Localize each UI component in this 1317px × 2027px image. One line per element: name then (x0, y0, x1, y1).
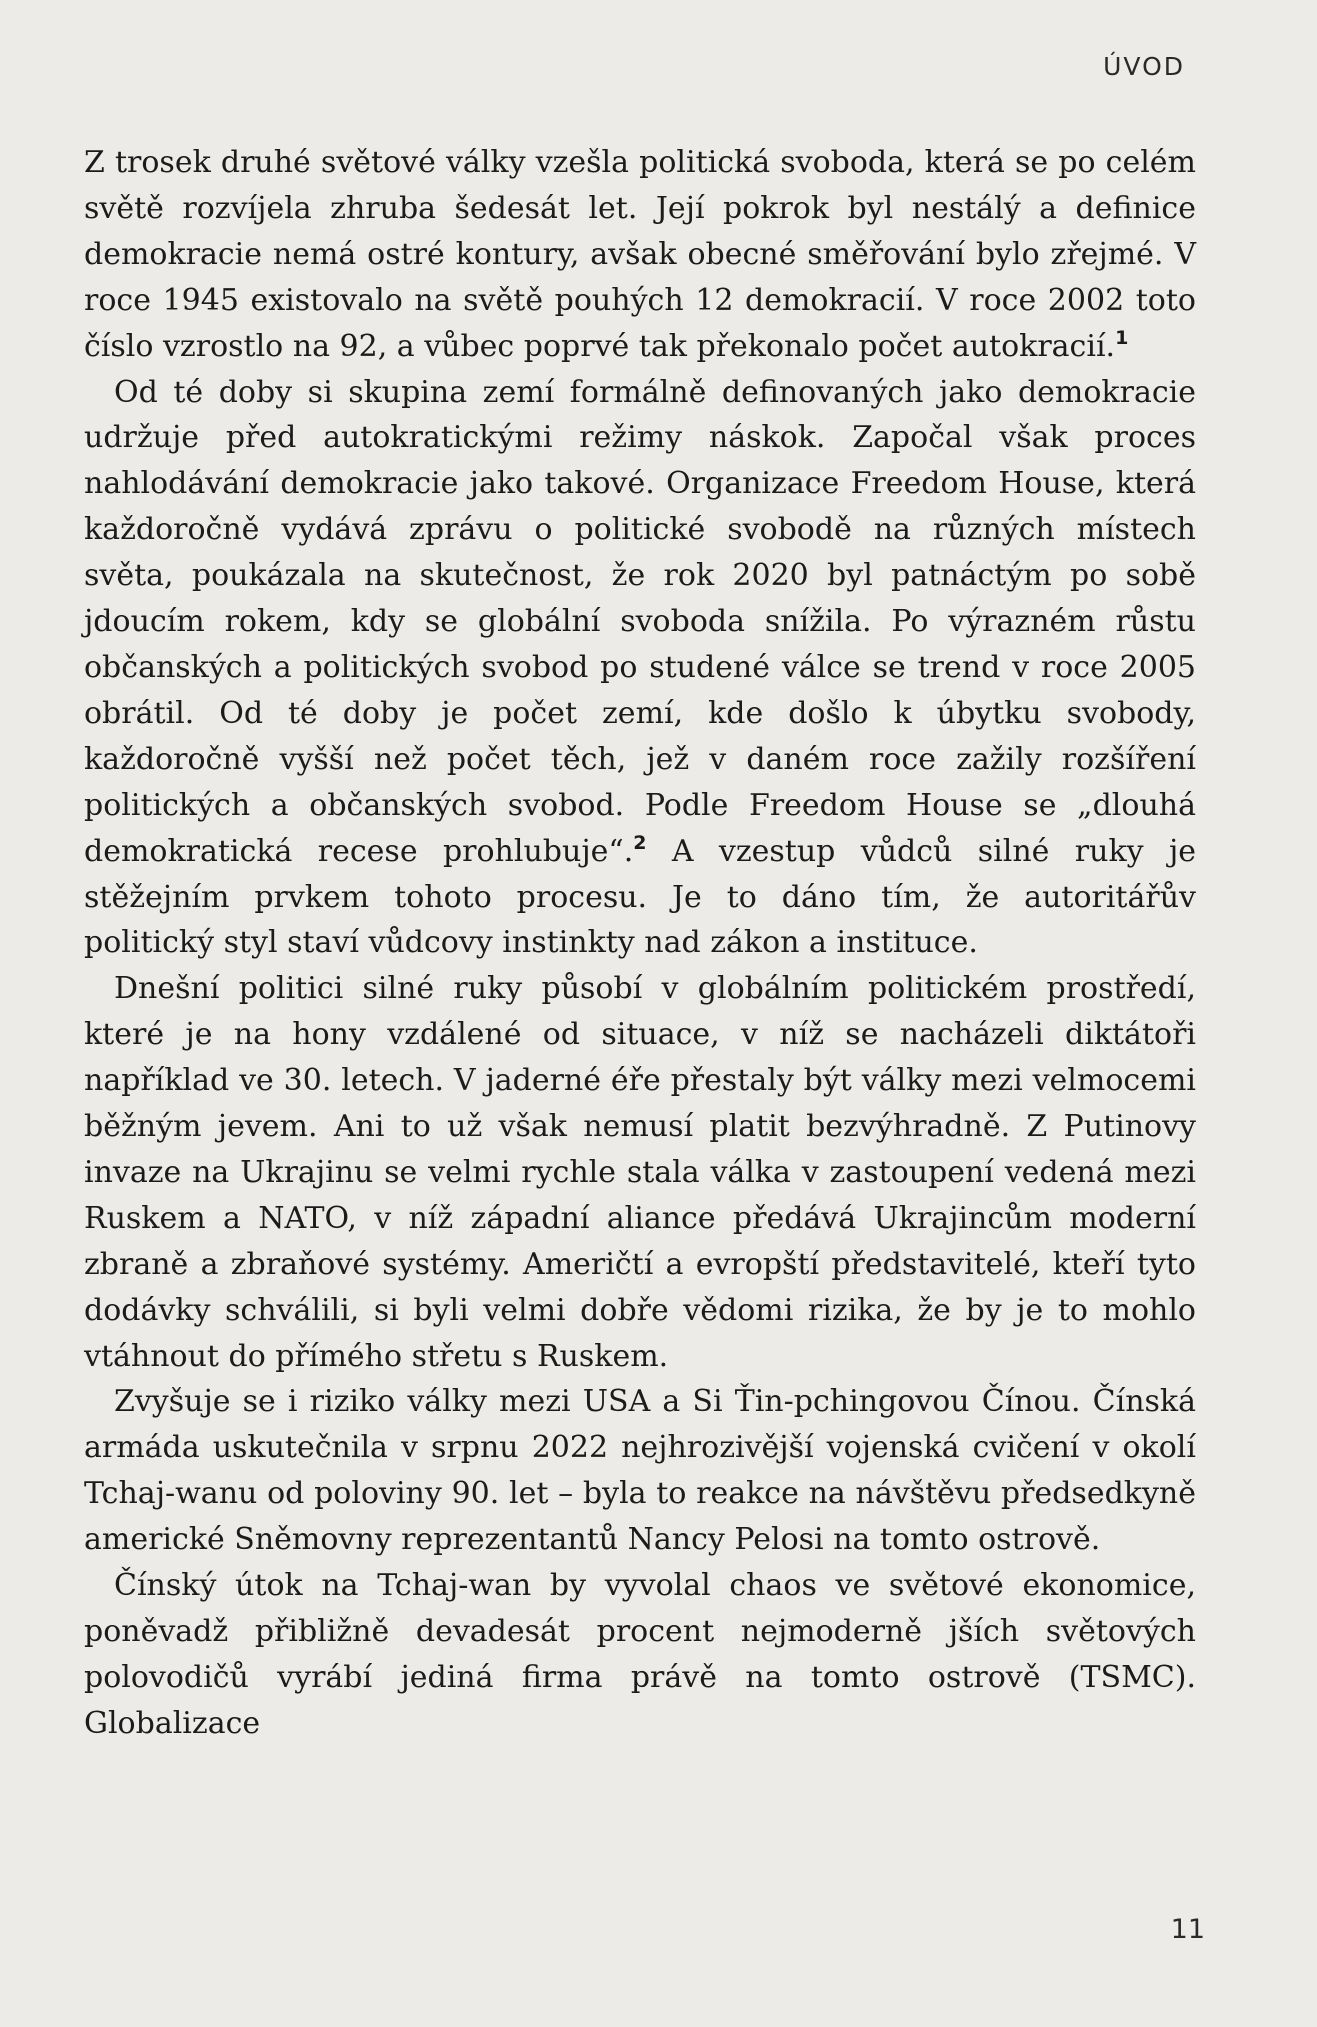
paragraph-2-text: Od té doby si skupina zemí formálně definovaných jako demokracie udržuje před autokratickými režimy náskok. Započal však proces nahlodávání demokracie jako takové. Organizace Freedom House, která každoročně vydává zprávu o politické svobodě na různých místech světa, poukázala na skutečnost, že rok 2020 byl patnáctým po sobě jdoucím rokem, kdy se globální svoboda snížila. Po výrazném růstu občanských a politických svobod po studené válce se trend v roce 2005 obrátil. Od té doby je počet zemí, kde došlo k úbytku svobody, každoročně vyšší než počet těch, jež v daném roce zažily rozšíření politických a občanských svobod. Podle Freedom House se „dlouhá demokratická recese prohlubuje“. (84, 374, 1196, 869)
footnote-ref-2: 2 (633, 831, 647, 854)
footnote-ref-1: 1 (1115, 326, 1129, 349)
paragraph-2-text-cont: A vzestup vůdců silné ruky je stěžejním prvkem tohoto procesu. Je to dáno tím, že autoritářův politický styl staví vůdcovy instinkty nad zákon a instituce. (84, 833, 1197, 961)
paragraph-1-text: Z trosek druhé světové války vzešla politická svoboda, která se po celém světě rozvíjela zhruba šedesát let. Její pokrok byl nestálý a definice demokracie nemá ostré kontury, avšak obecné směřování bylo zřejmé. V roce 1945 existovalo na světě pouhých 12 demokracií. V roce 2002 toto číslo vzrostlo na 92, a vůbec poprvé tak překonalo počet autokracií. (84, 145, 1196, 364)
paragraph-4: Zvyšuje se i riziko války mezi USA a Si Ťin-pchingovou Čínou. Čínská armáda uskutečnila v srpnu 2022 nejhrozivější vojenská cvičení v okolí Tchaj-wanu od poloviny 90. let – byla to reakce na návštěvu předsedkyně americké Sněmovny reprezentantů Nancy Pelosi na tomto ostrově. (84, 1384, 1196, 1558)
page-number: 11 (1170, 1914, 1205, 1945)
paragraph-2 (84, 370, 1196, 967)
paragraph-5: Čínský útok na Tchaj-wan by vyvolal chaos ve světové ekonomice, poněvadž přibližně devadesát procent nejmoderně jších světových polovodičů vyrábí jediná firma právě na tomto ostrově (TSMC). Globalizace (84, 1568, 1196, 1741)
running-head: ÚVOD (1103, 52, 1185, 81)
paragraph-3: Dnešní politici silné ruky působí v globálním politickém prostředí, které je na hony vzdálené od situace, v níž se nacházeli diktátoři například ve 30. letech. V jaderné éře přestaly být války mezi velmocemi běžným jevem. Ani to už však nemusí platit bezvýhradně. Z Putinovy invaze na Ukrajinu se velmi rychle stala válka v zastoupení vedená mezi Ruskem a NATO, v níž západní aliance předává Ukrajincům moderní zbraně a zbraňové systémy. Američtí a evropští představitelé, kteří tyto dodávky schválili, si byli velmi dobře vědomi rizika, že by je to mohlo vtáhnout do přímého střetu s Ruskem. (84, 971, 1196, 1374)
paragraph-1 (84, 140, 1196, 370)
body-text (84, 140, 1196, 1747)
